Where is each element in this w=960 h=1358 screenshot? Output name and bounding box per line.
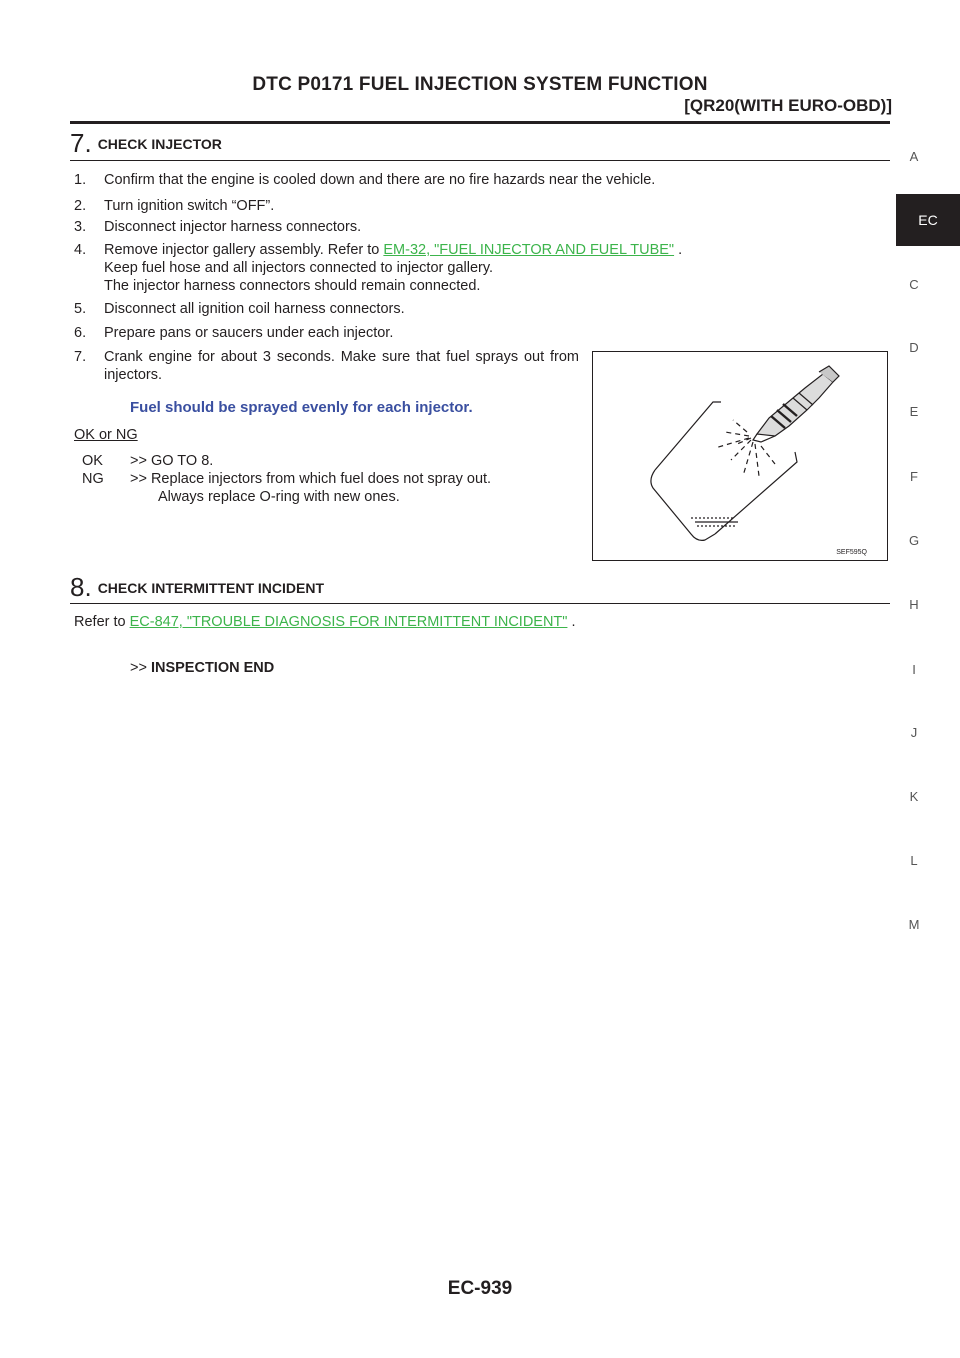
side-index-i[interactable]: I [912,662,916,677]
injector-spray-figure [592,351,888,561]
step-8-number: 8. [70,572,92,602]
list-item: 1. Confirm that the engine is cooled down and there are no fire hazards near the vehicle. [74,172,656,188]
ok-or-ng-label: OK or NG [74,427,138,443]
side-index-g[interactable]: G [908,533,920,548]
result-ng: NG >> Replace injectors from which fuel does not spray out. Always replace O-ring with new ones. [82,471,492,505]
list-item: 7. Crank engine for about 3 seconds. Make sure that fuel sprays out from injectors. [74,349,579,383]
header-rule [70,121,890,124]
ec-847-link[interactable]: EC-847, "TROUBLE DIAGNOSIS FOR INTERMITTENT INCIDENT" [129,614,568,630]
side-index-f[interactable]: F [910,469,918,484]
step-7-heading [70,128,222,159]
inspection-end: >> INSPECTION END [130,660,275,676]
injector-spray-illustration [593,352,886,559]
list-item: 5. Disconnect all ignition coil harness connectors. [74,301,405,317]
side-index-ec[interactable]: EC [896,194,960,246]
page-number: EC-939 [447,1278,513,1299]
list-item: 2. Turn ignition switch “OFF”. [74,198,275,214]
side-index-j[interactable]: J [910,725,918,740]
page-subtitle: [QR20(WITH EURO-OBD)] [684,96,892,115]
step-8-title: CHECK INTERMITTENT INCIDENT [97,580,325,596]
side-index-e[interactable]: E [909,404,919,419]
side-index-m[interactable]: M [908,917,920,932]
side-index-a[interactable]: A [909,149,919,164]
spec-text: Fuel should be sprayed evenly for each injector. [130,399,473,416]
side-index-h[interactable]: H [909,597,919,612]
side-index-l[interactable]: L [910,853,918,868]
step-7-title: CHECK INJECTOR [97,136,222,152]
result-ok: OK >> GO TO 8. [82,453,214,469]
page-title: DTC P0171 FUEL INJECTION SYSTEM FUNCTION [252,74,708,95]
side-index-c[interactable]: C [909,277,919,292]
em-32-link[interactable]: EM-32, "FUEL INJECTOR AND FUEL TUBE" [383,242,675,258]
step-8-reference: Refer to EC-847, "TROUBLE DIAGNOSIS FOR INTERMITTENT INCIDENT" . [74,614,576,630]
step-8-heading [70,572,324,603]
figure-code: SEF595Q [836,549,867,556]
list-item: 6. Prepare pans or saucers under each injector. [74,325,394,341]
side-index-k[interactable]: K [909,789,919,804]
step-8-rule [70,603,890,604]
step-7-number: 7. [70,128,92,158]
list-item: 3. Disconnect injector harness connectors. [74,219,362,235]
list-item: 4. Remove injector gallery assembly. Refer to EM-32, "FUEL INJECTOR AND FUEL TUBE" . Keep fuel hose and all injectors connected to injector gallery. The injector harness connectors should remain connected. [74,242,683,294]
side-index-d[interactable]: D [909,340,919,355]
step-7-rule [70,160,890,161]
